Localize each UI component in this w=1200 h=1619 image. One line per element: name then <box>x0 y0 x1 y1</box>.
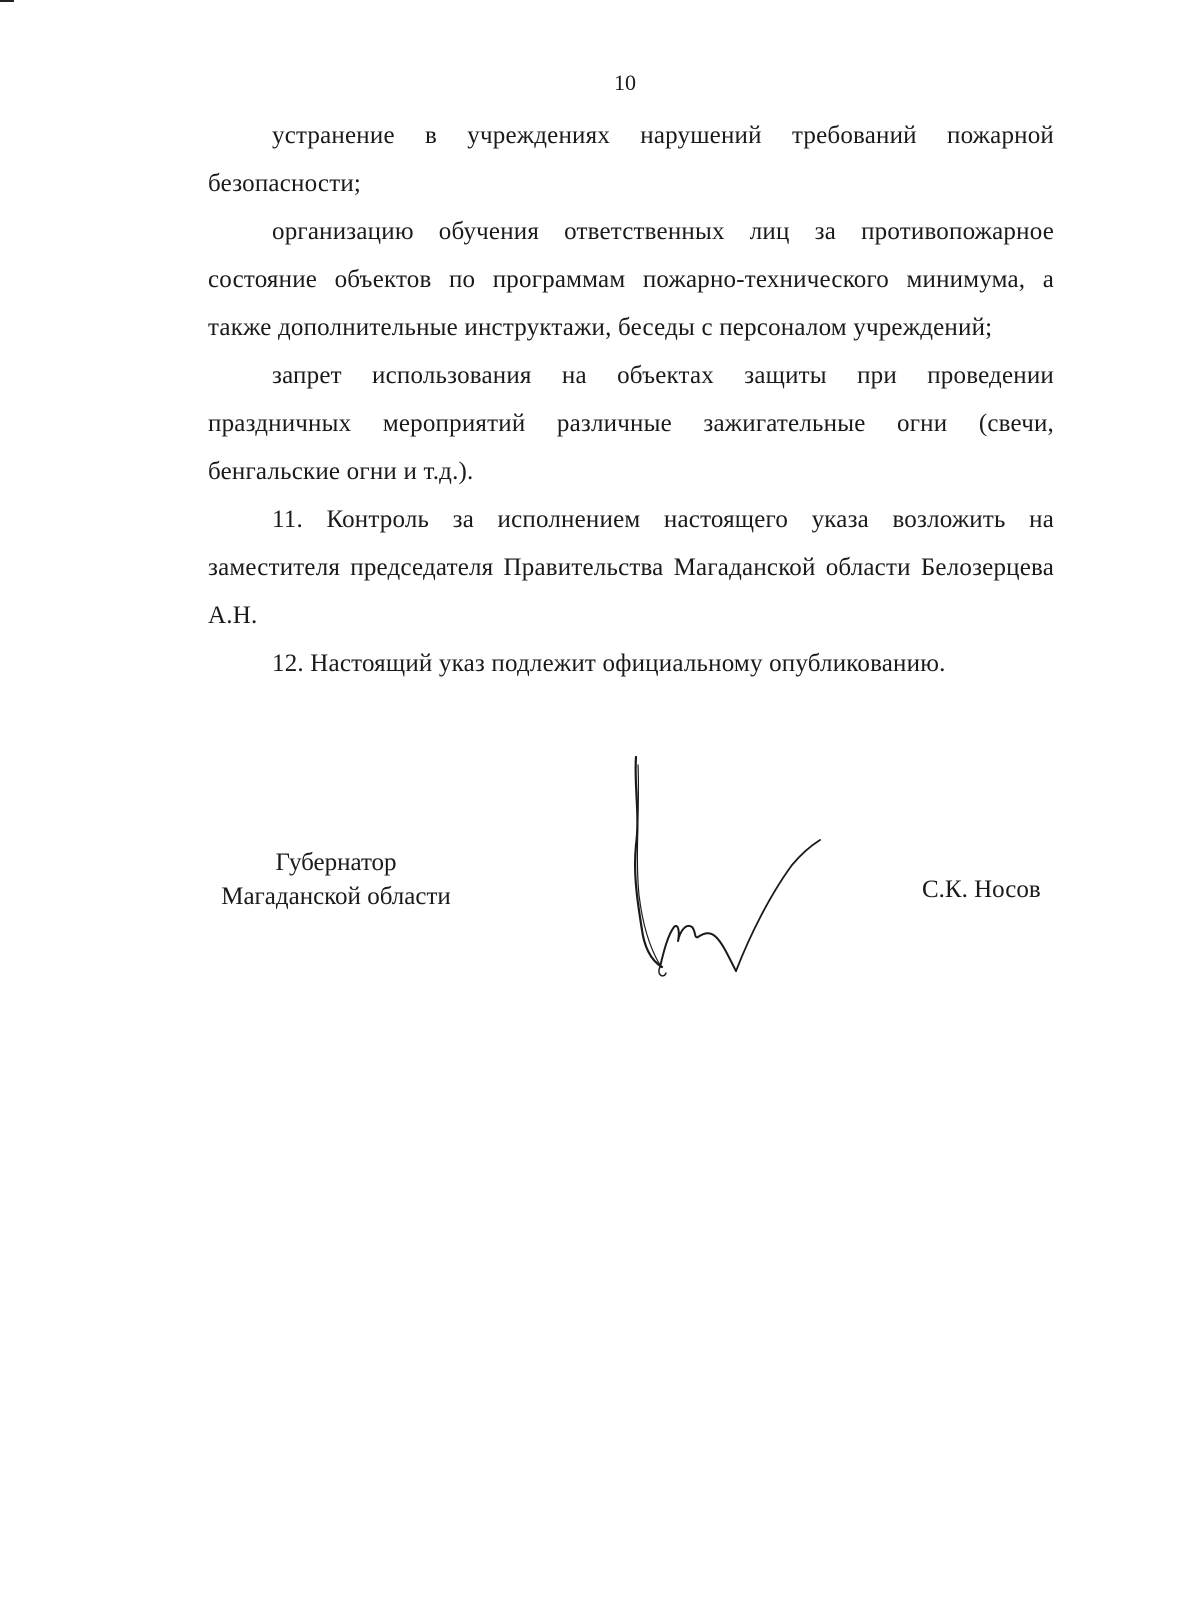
signatory-title-line2: Магаданской области <box>221 883 451 910</box>
signatory-name: С.К. Носов <box>922 876 1041 903</box>
handwritten-signature <box>620 745 840 985</box>
page-number: 10 <box>614 70 636 95</box>
paragraph-training-organization: организацию обучения ответственных лиц за противопожарное состояние объектов по программам пожарно-технического минимума, а также дополнительные инструктажи, беседы с персоналом учреждений; <box>208 218 1054 341</box>
signatory-title <box>206 846 466 914</box>
signatory-title-line1: Губернатор <box>275 849 397 876</box>
scan-corner-mark <box>0 0 14 2</box>
paragraph-fire-ban: запрет использования на объектах защиты при проведении праздничных мероприятий различные зажигательные огни (свечи, бенгальские огни и т.д.). <box>208 362 1054 485</box>
paragraph-fire-safety-violations: устранение в учреждениях нарушений требований пожарной безопасности; <box>208 122 1054 197</box>
paragraph-publication-clause: 12. Настоящий указ подлежит официальному опубликованию. <box>272 650 946 677</box>
document-body <box>208 112 1054 688</box>
paragraph-control-clause: 11. Контроль за исполнением настоящего указа возложить на заместителя председателя Правительства Магаданской области Белозерцева А.Н. <box>208 506 1054 629</box>
